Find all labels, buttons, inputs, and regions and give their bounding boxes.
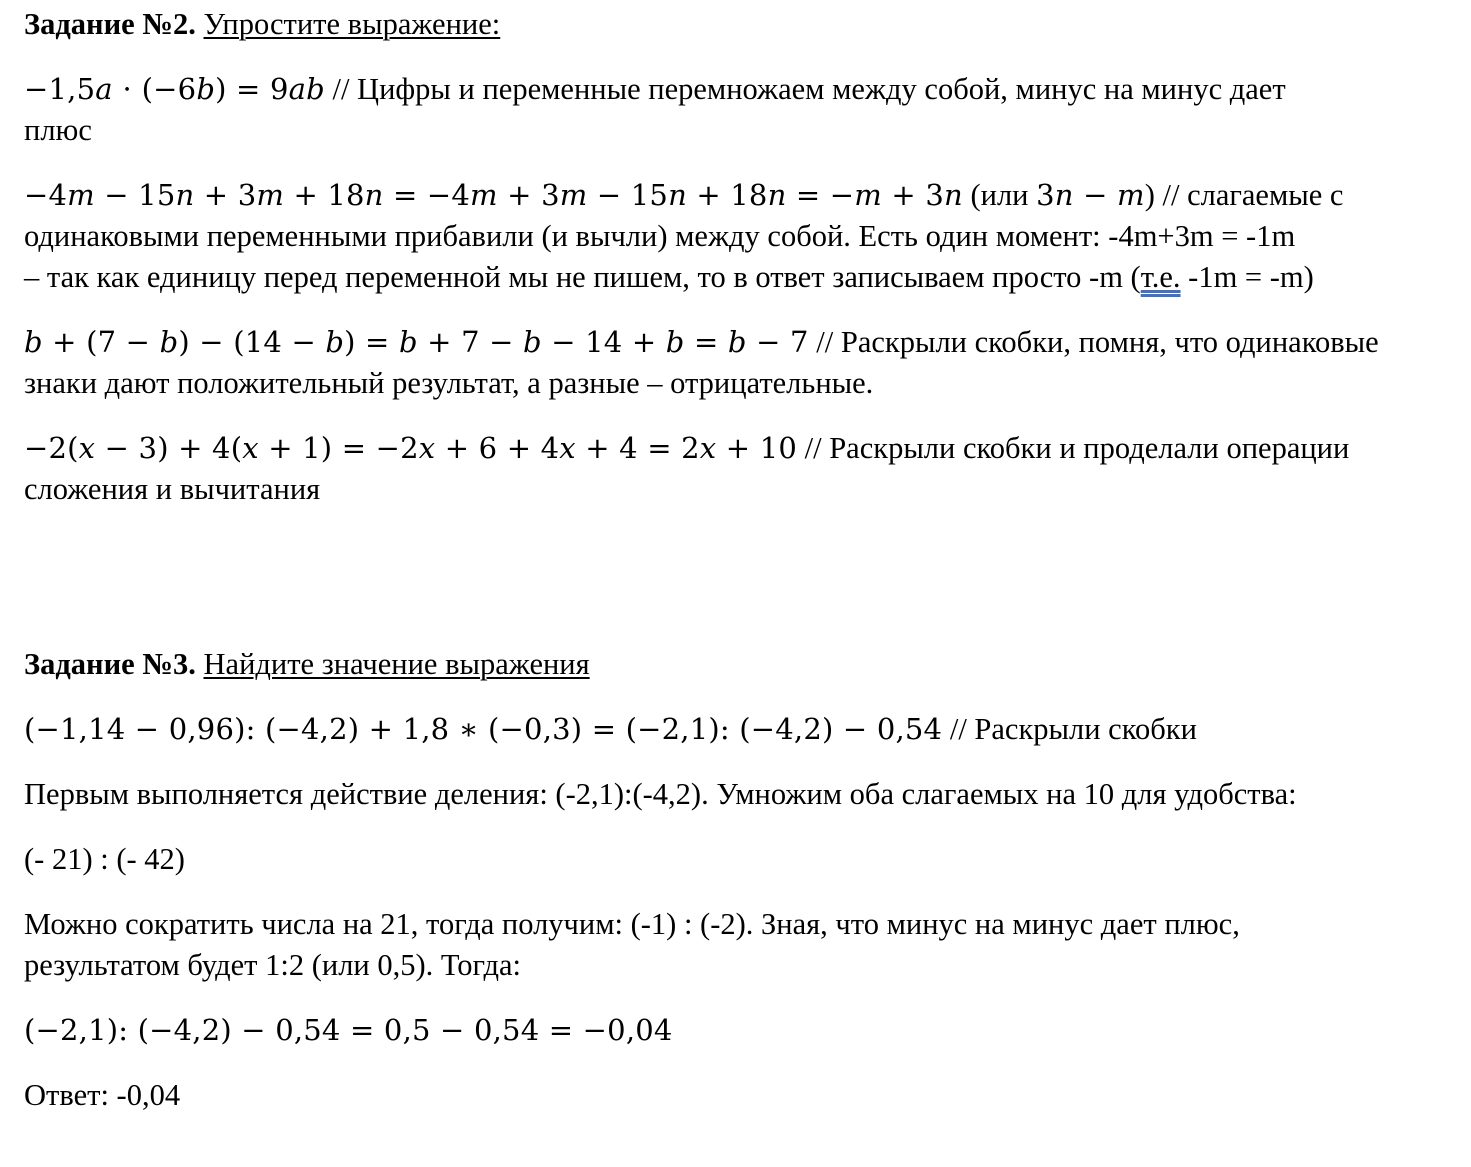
task2-item2-paren-text: (или: [962, 178, 1037, 212]
task2-item2-line2: одинаковыми переменными прибавили (и вычли) между собой. Есть один момент: -4m+3m = -1m: [24, 219, 1296, 253]
task2-item3-line2: знаки дают положительный результат, а разные – отрицательные.: [24, 366, 874, 400]
task3-step1: [24, 709, 1449, 750]
abbreviation-te: т.е.: [1140, 260, 1181, 294]
task2-item1-comment: // Цифры и переменные перемножаем между собой, минус на минус дает: [324, 72, 1286, 106]
task2-item3-line1: [24, 322, 1449, 363]
task2-heading: [24, 4, 1449, 45]
task2-item1-line2: плюс: [24, 113, 92, 147]
task3-step4-line2: результатом будет 1:2 (или 0,5). Тогда:: [24, 948, 521, 982]
task2-item3-comment: // Раскрыли скобки, помня, что одинаковые: [808, 325, 1379, 359]
task3-step4-line1: Можно сократить числа на 21, тогда получим: (-1) : (-2). Зная, что минус на минус дает плюс,: [24, 907, 1240, 941]
task2-item4-math: −2(𝑥 − 3) + 4(𝑥 + 1) = −2𝑥 + 6 + 4𝑥 + 4 = 2𝑥 + 10: [24, 431, 798, 465]
task3-step3: (- 21) : (- 42): [24, 842, 185, 876]
task2-item3-math: 𝑏 + (7 − 𝑏) − (14 − 𝑏) = 𝑏 + 7 − 𝑏 − 14 + 𝑏 = 𝑏 − 7: [24, 325, 809, 359]
task3-step5-math: (−2,1): (−4,2) − 0,54 = 0,5 − 0,54 = −0,04: [24, 1013, 673, 1047]
task3-heading: [24, 644, 1449, 685]
task3-step5: [24, 1010, 1449, 1051]
task3-title-underlined: Найдите значение выражения: [203, 647, 590, 681]
task2-title-bold: Задание №2.: [24, 7, 196, 41]
task2-item1-line1: [24, 69, 1449, 110]
task2-item4-line1: [24, 428, 1449, 469]
task2-title-underlined: Упростите выражение:: [203, 7, 501, 41]
task2-item1-math: −1,5𝑎 ⋅ (−6𝑏) = 9𝑎𝑏: [24, 72, 325, 106]
document-page: [24, 0, 1449, 1116]
task2-item2-paren-math: 3𝑛 − 𝑚: [1036, 178, 1145, 212]
task2-item2-paren-close: ): [1144, 178, 1155, 212]
task2-item2-line3-before: – так как единицу перед переменной мы не пишем, то в ответ записываем просто -m (: [24, 260, 1141, 294]
task2-item2-comment: // слагаемые с: [1154, 178, 1344, 212]
task2-item2-line3-after: -1m = -m): [1180, 260, 1314, 294]
task2-item2-math: −4𝑚 − 15𝑛 + 3𝑚 + 18𝑛 = −4𝑚 + 3𝑚 − 15𝑛 + 18𝑛 = −𝑚 + 3𝑛: [24, 178, 963, 212]
task3-step2: Первым выполняется действие деления: (-2,1):(-4,2). Умножим оба слагаемых на 10 для удобства:: [24, 777, 1297, 811]
task2-item2-line3: [24, 257, 1449, 298]
task3-step1-comment: // Раскрыли скобки: [942, 712, 1197, 746]
task2-item4-comment: // Раскрыли скобки и проделали операции: [797, 431, 1350, 465]
task2-item2-line1: [24, 175, 1449, 216]
task3-step1-math: (−1,14 − 0,96): (−4,2) + 1,8 ∗ (−0,3) = (−2,1): (−4,2) − 0,54: [24, 712, 943, 746]
task3-answer: Ответ: -0,04: [24, 1078, 181, 1112]
task2-item4-line2: сложения и вычитания: [24, 472, 321, 506]
task3-title-bold: Задание №3.: [24, 647, 196, 681]
